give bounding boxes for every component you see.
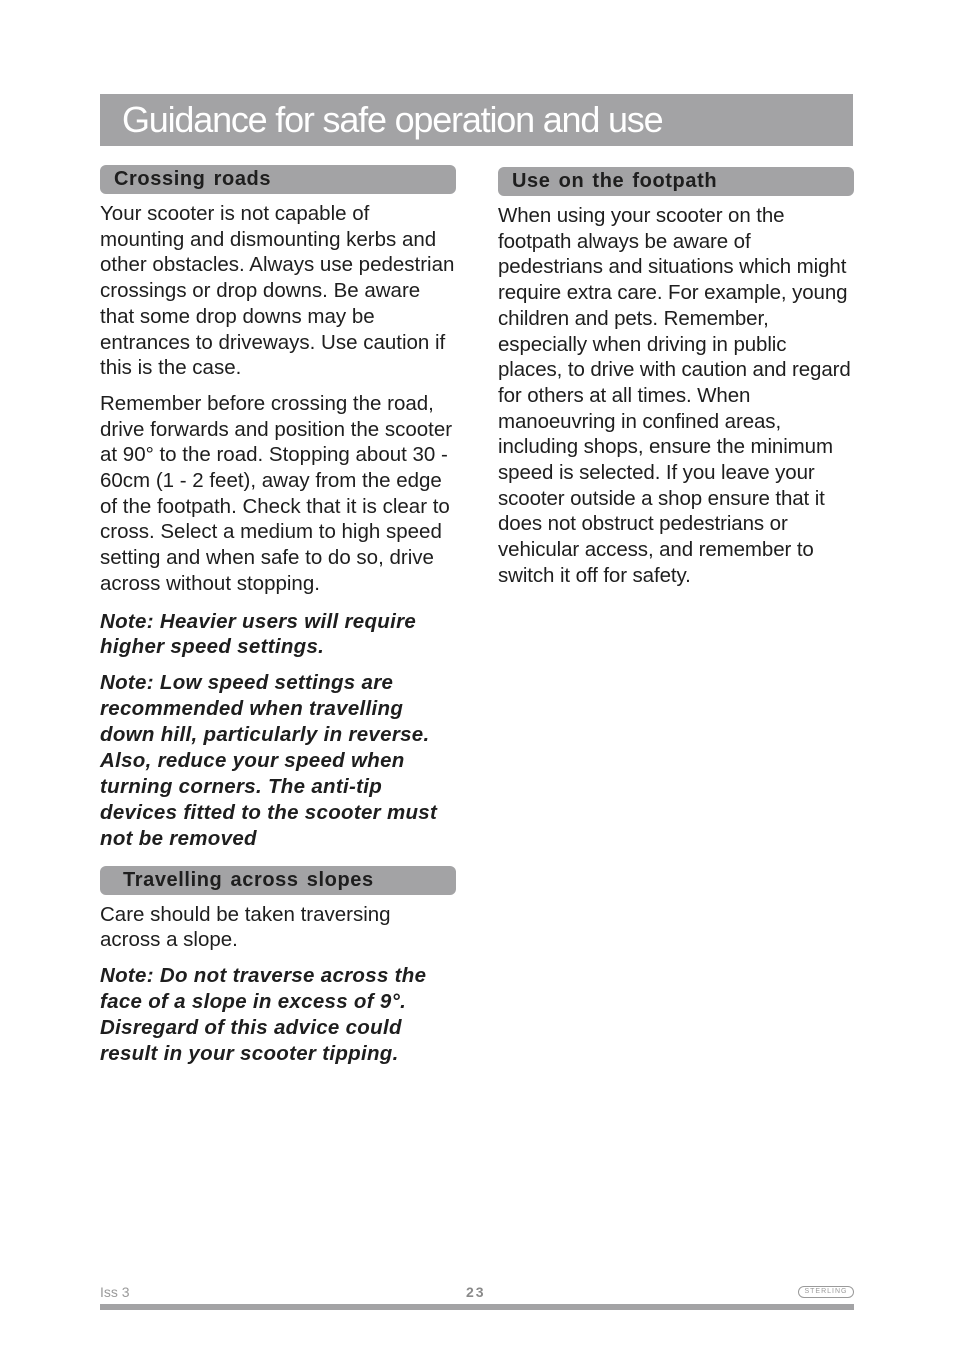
travelling-slopes-heading: Travelling across slopes bbox=[100, 866, 456, 895]
note-low-speed: Note: Low speed settings are recommended when travelling down hill, particularly in reverse. Also, reduce your speed when turning corners. The anti-tip devices fitted to the scooter must not be removed bbox=[100, 671, 438, 850]
note-heavier-users: Note: Heavier users will require higher speed settings. bbox=[100, 609, 417, 659]
page-title: Guidance for safe operation and use bbox=[122, 99, 663, 140]
footpath-heading: Use on the footpath bbox=[498, 167, 854, 196]
footpath-paragraph: When using your scooter on the footpath always be aware of pedestrians and situations which might require extra care. For example, young children and pets. Remember, especially when driving in public places, to drive with caution and regard for others at all times. When manoeuvring in confined areas, including shops, ensure the minimum speed is selected. If you leave your scooter outside a shop ensure that it does not obstruct pedestrians or vehicular access, and remember to switch it off for safety. bbox=[498, 204, 851, 587]
crossing-roads-paragraph-1: Your scooter is not capable of mounting and dismounting kerbs and other obstacles. Always use pedestrian crossings or drop downs. Be aware that some drop downs may be entrances to driveways. Use caution if this is the case. bbox=[100, 202, 455, 380]
crossing-roads-paragraph-2: Remember before crossing the road, drive forwards and position the scooter at 90° to the road. Stopping about 30 - 60cm (1 - 2 feet), away from the edge of the footpath. Check that it is clear to cross. Select a medium to high speed setting and when safe to do so, drive across without stopping. bbox=[100, 391, 453, 595]
footer-rule bbox=[100, 1304, 854, 1310]
right-column bbox=[498, 167, 854, 589]
sterling-logo-icon: STERLING bbox=[798, 1286, 854, 1298]
crossing-roads-heading: Crossing roads bbox=[100, 165, 456, 194]
left-column bbox=[100, 165, 456, 1067]
title-bar bbox=[100, 94, 853, 146]
travelling-slopes-paragraph: Care should be taken traversing across a slope. bbox=[100, 902, 391, 952]
footer-issue: Iss 3 bbox=[100, 1284, 130, 1300]
note-slope-limit: Note: Do not traverse across the face of a slope in excess of 9°. Disregard of this advice could result in your scooter tipping. bbox=[100, 964, 427, 1065]
footer-page-number: 23 bbox=[466, 1284, 486, 1300]
